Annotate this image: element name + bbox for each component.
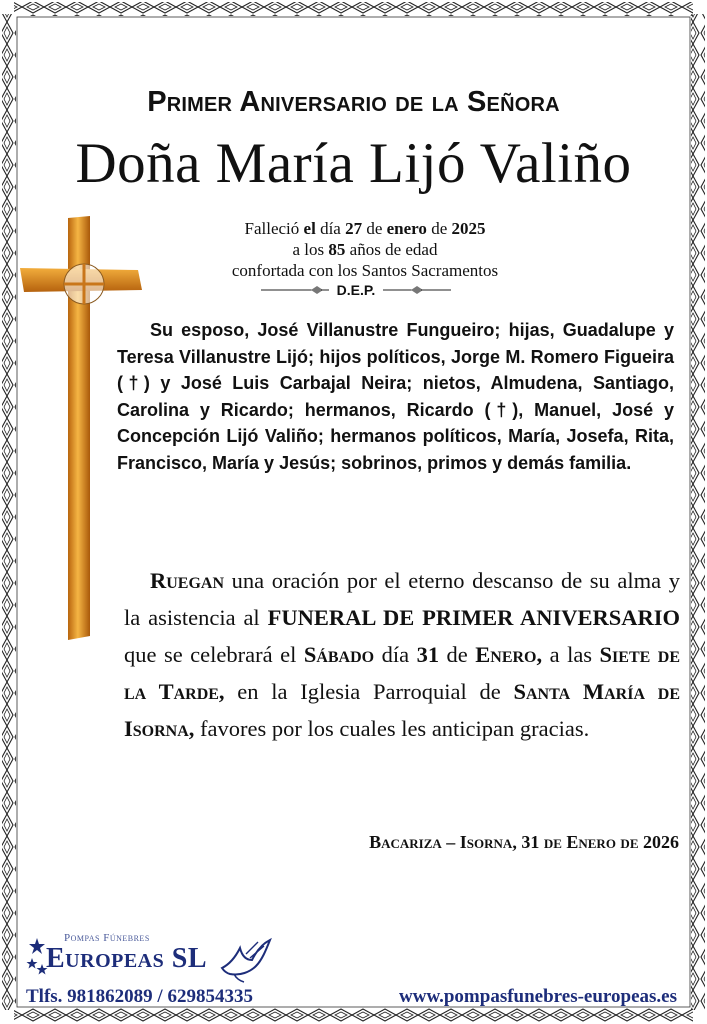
sacraments-line: confortada con los Santos Sacramentos	[231, 261, 499, 280]
death-details	[200, 218, 530, 281]
death-date-line: Falleció el día 27 de enero de 2025	[244, 219, 486, 238]
company-logo	[26, 932, 276, 988]
dove-icon	[216, 934, 272, 984]
age-line: a los 85 años de edad	[292, 240, 438, 259]
prayer-request: Ruegan una oración por el eterno descanso de su alma y la asistencia al FUNERAL DE PRIMER ANIVERSARIO que se celebrará el Sábado día 31 de Enero, a las Siete de la Tarde, en la Iglesia Parroquial de Santa María de Isorna, favores por los cuales les anticipan gracias.	[124, 568, 681, 741]
dep-row	[240, 281, 472, 299]
ornament-right-icon	[383, 284, 451, 296]
headline: Primer Aniversario de la Señora	[147, 86, 560, 118]
deceased-name: Doña María Lijó Valiño	[75, 132, 632, 195]
family-list: Su esposo, José Villanustre Fungueiro; hijas, Guadalupe y Teresa Villanustre Lijó; hijos políticos, Jorge M. Romero Figueira (†) y José Luis Carbajal Neira; nietos, Almudena, Santiago, Carolina y Ricardo; hermanos, Ricardo (†), Manuel, José y Concepción Lijó Valiño; hermanos políticos, María, Josefa, Rita, Francisco, María y Jesús; sobrinos, primos y demás familia.	[117, 320, 674, 473]
place-date: Bacariza – Isorna, 31 de Enero de 2026	[369, 832, 679, 852]
phone-numbers: Tlfs. 981862089 / 629854335	[26, 986, 253, 1007]
logo-tagline: Pompas Fúnebres	[64, 932, 150, 944]
logo-name: Europeas SL	[46, 943, 207, 974]
ornament-left-icon	[261, 284, 329, 296]
website-link[interactable]: www.pompasfunebres-europeas.es	[399, 986, 677, 1007]
dep-label: D.E.P.	[336, 282, 376, 298]
stars-icon	[26, 936, 48, 980]
